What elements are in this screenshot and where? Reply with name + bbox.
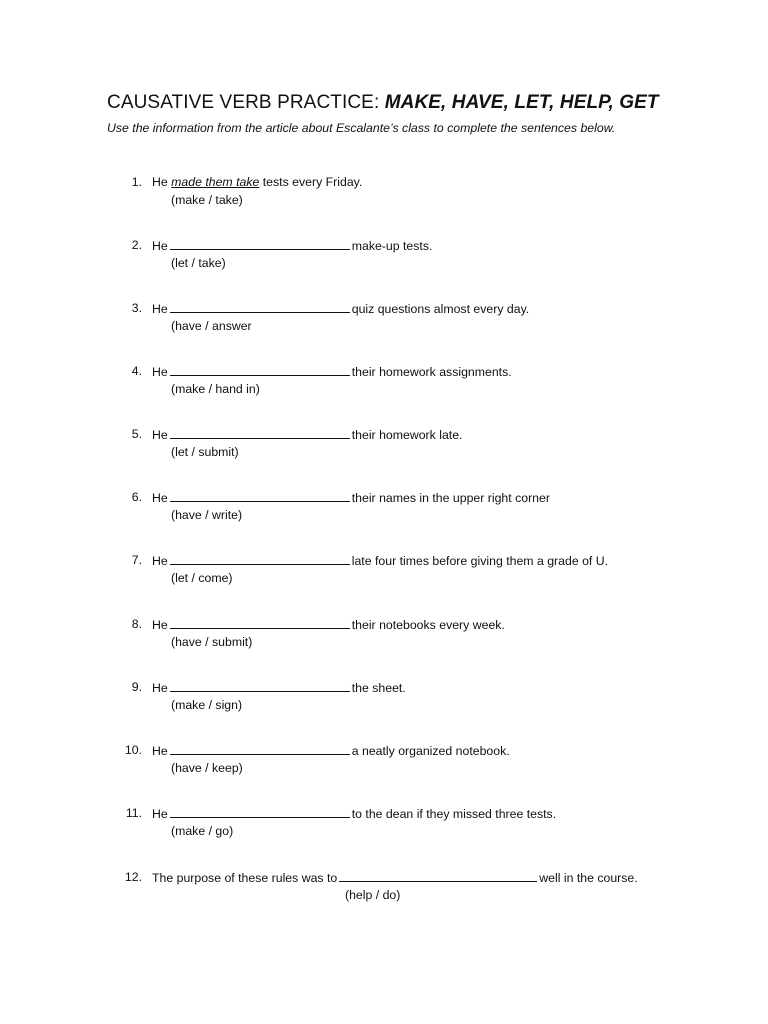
- item-sentence: [152, 364, 512, 379]
- verb-hint: (let / come): [171, 571, 233, 585]
- sentence-start: He: [152, 618, 168, 632]
- item-sentence: [152, 553, 608, 568]
- item-sentence: [152, 680, 406, 695]
- item-number: 10.: [124, 743, 142, 757]
- sentence-end: make-up tests.: [351, 239, 433, 253]
- answer-blank[interactable]: [170, 617, 350, 629]
- sentence-end: the sheet.: [351, 681, 406, 695]
- item-sentence: [152, 427, 462, 442]
- sentence-end: a neatly organized notebook.: [351, 744, 510, 758]
- item-sentence: [152, 806, 556, 821]
- title-prefix: CAUSATIVE VERB PRACTICE:: [107, 92, 385, 113]
- exercise-item-3: [0, 301, 768, 341]
- exercise-item-8: [0, 617, 768, 657]
- item-number: 3.: [131, 301, 142, 315]
- answer-blank[interactable]: [170, 553, 350, 565]
- verb-hint: (have / write): [171, 508, 243, 522]
- sentence-end: their homework late.: [351, 428, 463, 442]
- verb-hint: (let / submit): [171, 445, 239, 459]
- item-number: 11.: [125, 806, 142, 820]
- verb-hint: (make / hand in): [171, 382, 260, 396]
- exercise-item-4: [0, 364, 768, 404]
- sentence-start: He: [152, 302, 168, 316]
- answer-blank[interactable]: [170, 364, 350, 376]
- sentence-end: tests every Friday.: [262, 175, 363, 189]
- answer-blank[interactable]: [170, 806, 350, 818]
- item-number: 9.: [131, 680, 142, 694]
- instructions: Use the information from the article about Escalante’s class to complete the sentences below.: [107, 121, 616, 135]
- exercise-item-6: [0, 490, 768, 530]
- item-number: 7.: [131, 553, 142, 567]
- sentence-start: He: [152, 807, 168, 821]
- item-number: 4.: [131, 364, 142, 378]
- answer-blank[interactable]: [339, 870, 537, 882]
- verb-hint: (have / answer: [171, 319, 252, 333]
- exercise-item-12: [0, 870, 768, 910]
- item-sentence: [152, 175, 362, 189]
- item-sentence: [152, 743, 510, 758]
- verb-hint: (make / sign): [171, 698, 243, 712]
- sentence-start: He: [152, 428, 168, 442]
- sentence-start: He: [152, 365, 168, 379]
- answer-blank[interactable]: [170, 238, 350, 250]
- sentence-end: to the dean if they missed three tests.: [351, 807, 557, 821]
- item-number: 5.: [131, 427, 142, 441]
- answer-blank[interactable]: [170, 680, 350, 692]
- verb-hint: (help / do): [345, 888, 401, 902]
- exercise-item-2: [0, 238, 768, 278]
- item-sentence: [152, 617, 505, 632]
- item-sentence: [152, 301, 529, 316]
- item-number: 6.: [131, 490, 142, 504]
- sentence-end: their notebooks every week.: [351, 618, 505, 632]
- answer-blank[interactable]: [170, 427, 350, 439]
- worksheet-title: [107, 92, 659, 114]
- exercise-item-7: [0, 553, 768, 593]
- item-sentence: [152, 490, 550, 505]
- sentence-start: He: [152, 491, 168, 505]
- item-number: 1.: [131, 175, 142, 189]
- sentence-start: He: [152, 681, 168, 695]
- verb-hint: (make / go): [171, 824, 234, 838]
- sentence-start: The purpose of these rules was to: [152, 871, 338, 885]
- exercise-item-9: [0, 680, 768, 720]
- sentence-end: well in the course.: [539, 871, 638, 885]
- item-number: 8.: [131, 617, 142, 631]
- item-sentence: [152, 238, 432, 253]
- sentence-end: quiz questions almost every day.: [351, 302, 530, 316]
- sentence-start: He: [152, 554, 168, 568]
- sentence-start: He: [152, 744, 168, 758]
- sentence-end: their homework assignments.: [351, 365, 512, 379]
- example-answer: made them take: [171, 175, 260, 189]
- sentence-start: He: [152, 239, 168, 253]
- answer-blank[interactable]: [170, 490, 350, 502]
- title-verbs: MAKE, HAVE, LET, HELP, GET: [384, 92, 659, 113]
- exercise-item-5: [0, 427, 768, 467]
- item-number: 2.: [131, 238, 142, 252]
- exercise-item-10: [0, 743, 768, 783]
- sentence-end: late four times before giving them a grade of U.: [351, 554, 609, 568]
- sentence-start: He: [152, 175, 168, 189]
- verb-hint: (have / keep): [171, 761, 243, 775]
- item-sentence: [152, 870, 638, 885]
- exercise-item-11: [0, 806, 768, 846]
- answer-blank[interactable]: [170, 301, 350, 313]
- item-number: 12.: [124, 870, 142, 884]
- answer-blank[interactable]: [170, 743, 350, 755]
- verb-hint: (let / take): [171, 256, 226, 270]
- exercise-item-1: [0, 175, 768, 215]
- verb-hint: (make / take): [171, 193, 243, 207]
- verb-hint: (have / submit): [171, 635, 253, 649]
- sentence-end: their names in the upper right corner: [351, 491, 550, 505]
